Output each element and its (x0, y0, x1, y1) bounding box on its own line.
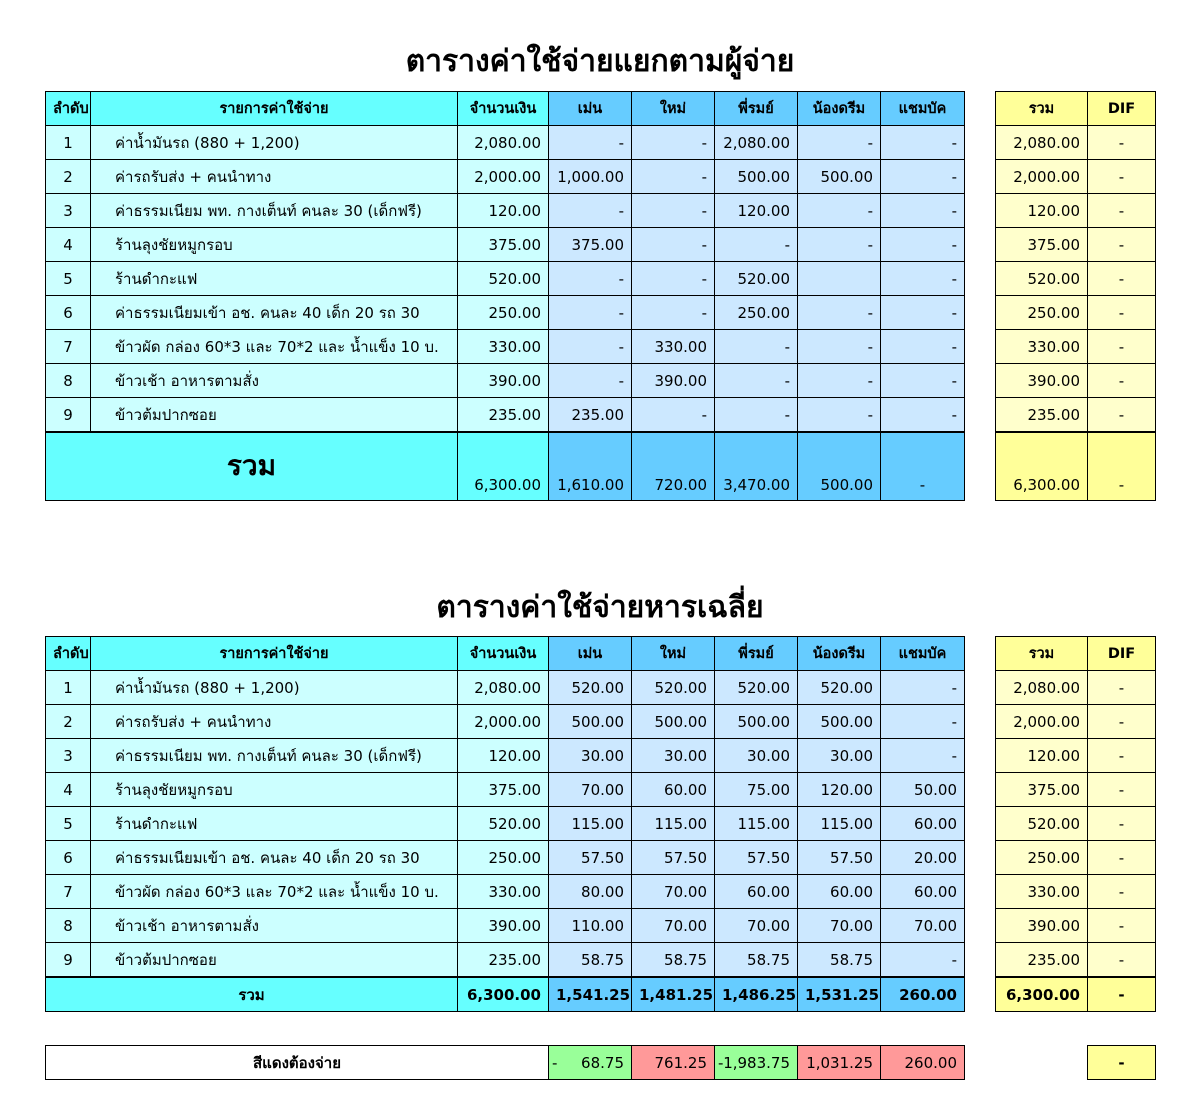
header-person-3: พี่รมย์ (715, 637, 798, 671)
table-row (996, 364, 1156, 398)
row-total: 520.00 (996, 262, 1088, 296)
row-number: 6 (46, 296, 91, 330)
row-person-2: 500.00 (632, 705, 715, 739)
table-row (46, 194, 965, 228)
row-person-1: 30.00 (549, 739, 632, 773)
table1-side (995, 91, 1156, 501)
row-item: ร้านลุงชัยหมูกรอบ (91, 773, 458, 807)
row-dif: - (1088, 364, 1156, 398)
row-person-1: - (549, 296, 632, 330)
row-person-4: 500.00 (798, 160, 881, 194)
row-dif: - (1088, 398, 1156, 433)
settlement-person-3 (715, 1046, 798, 1080)
row-dif: - (1088, 773, 1156, 807)
header-dif: DIF (1088, 637, 1156, 671)
row-number: 1 (46, 671, 91, 705)
settlement-person-2 (632, 1046, 715, 1080)
row-person-1: 58.75 (549, 943, 632, 978)
table-row (996, 875, 1156, 909)
row-item: ค่ารถรับส่ง + คนนำทาง (91, 705, 458, 739)
row-dif: - (1088, 330, 1156, 364)
row-person-4: - (798, 126, 881, 160)
row-person-1: 520.00 (549, 671, 632, 705)
row-amount: 2,000.00 (458, 160, 549, 194)
row-person-1: - (549, 330, 632, 364)
row-dif: - (1088, 739, 1156, 773)
row-person-1: - (549, 262, 632, 296)
row-amount: 375.00 (458, 773, 549, 807)
row-number: 5 (46, 807, 91, 841)
row-person-4: 30.00 (798, 739, 881, 773)
table-row (996, 671, 1156, 705)
row-dif: - (1088, 194, 1156, 228)
row-item: ข้าวต้มปากซอย (91, 943, 458, 978)
row-person-5: - (881, 943, 965, 978)
table1-side-sum-row (996, 432, 1156, 500)
row-person-3: 75.00 (715, 773, 798, 807)
row-total: 520.00 (996, 807, 1088, 841)
row-number: 8 (46, 364, 91, 398)
row-amount: 390.00 (458, 909, 549, 943)
table2-title: ตารางค่าใช้จ่ายหารเฉลี่ย (436, 590, 764, 625)
header-no: ลำดับ (46, 92, 91, 126)
row-number: 6 (46, 841, 91, 875)
row-person-3: 115.00 (715, 807, 798, 841)
row-person-5: - (881, 160, 965, 194)
row-person-2: 390.00 (632, 364, 715, 398)
sum-person-2: 1,481.25 (632, 977, 715, 1012)
row-total: 2,000.00 (996, 160, 1088, 194)
table-row (46, 841, 965, 875)
table-row (996, 160, 1156, 194)
table-row (996, 126, 1156, 160)
row-person-3: 500.00 (715, 705, 798, 739)
row-dif: - (1088, 909, 1156, 943)
table-row (996, 705, 1156, 739)
header-person-1: เม่น (549, 92, 632, 126)
sum-person-4: 500.00 (798, 432, 881, 500)
row-number: 7 (46, 875, 91, 909)
row-amount: 235.00 (458, 943, 549, 978)
settlement-value: 1,983.75 (723, 1053, 790, 1072)
row-person-1: 80.00 (549, 875, 632, 909)
table-row (996, 228, 1156, 262)
row-item: ร้านดำกะแฟ (91, 807, 458, 841)
row-person-1: 70.00 (549, 773, 632, 807)
table-row (996, 807, 1156, 841)
header-total: รวม (996, 92, 1088, 126)
row-person-1: 57.50 (549, 841, 632, 875)
row-person-3: 250.00 (715, 296, 798, 330)
settlement-value: 761.25 (654, 1053, 707, 1072)
header-item: รายการค่าใช้จ่าย (91, 637, 458, 671)
row-number: 4 (46, 773, 91, 807)
row-person-3: 70.00 (715, 909, 798, 943)
row-person-2: - (632, 296, 715, 330)
row-amount: 235.00 (458, 398, 549, 433)
row-person-3: 58.75 (715, 943, 798, 978)
row-person-2: 520.00 (632, 671, 715, 705)
table-row (46, 228, 965, 262)
row-person-1: 235.00 (549, 398, 632, 433)
sum-person-5: 260.00 (881, 977, 965, 1012)
row-number: 3 (46, 194, 91, 228)
row-person-3: 30.00 (715, 739, 798, 773)
settlement-dif-table (1087, 1045, 1156, 1080)
row-item: ร้านลุงชัยหมูกรอบ (91, 228, 458, 262)
row-person-5: - (881, 398, 965, 433)
row-person-5: 70.00 (881, 909, 965, 943)
sum-person-1: 1,610.00 (549, 432, 632, 500)
row-person-4: 60.00 (798, 875, 881, 909)
sum-person-1: 1,541.25 (549, 977, 632, 1012)
row-number: 7 (46, 330, 91, 364)
header-no: ลำดับ (46, 637, 91, 671)
row-person-2: 60.00 (632, 773, 715, 807)
table-row (996, 330, 1156, 364)
sum-dif: - (1088, 977, 1156, 1012)
table-row (46, 262, 965, 296)
row-dif: - (1088, 296, 1156, 330)
row-total: 250.00 (996, 841, 1088, 875)
row-person-5: - (881, 671, 965, 705)
row-number: 1 (46, 126, 91, 160)
row-person-4: 70.00 (798, 909, 881, 943)
table2-side-sum-row (996, 977, 1156, 1012)
row-person-4: 500.00 (798, 705, 881, 739)
table-row (46, 364, 965, 398)
sum-person-4: 1,531.25 (798, 977, 881, 1012)
table-row (46, 398, 965, 433)
table1-sum-row (46, 432, 965, 500)
row-person-2: - (632, 194, 715, 228)
row-dif: - (1088, 160, 1156, 194)
table2-main (45, 636, 965, 1012)
row-number: 3 (46, 739, 91, 773)
sum-total: 6,300.00 (996, 432, 1088, 500)
sum-label: รวม (46, 977, 458, 1012)
row-person-4: - (798, 398, 881, 433)
row-total: 330.00 (996, 875, 1088, 909)
table-row (996, 943, 1156, 978)
row-person-3: 2,080.00 (715, 126, 798, 160)
row-person-5: - (881, 364, 965, 398)
settlement-dif: - (1088, 1046, 1156, 1080)
row-person-5: - (881, 296, 965, 330)
row-dif: - (1088, 841, 1156, 875)
row-total: 120.00 (996, 739, 1088, 773)
header-person-4: น้องดรีม (798, 637, 881, 671)
row-total: 390.00 (996, 364, 1088, 398)
sum-amount: 6,300.00 (458, 432, 549, 500)
row-item: ค่าน้ำมันรถ (880 + 1,200) (91, 671, 458, 705)
sum-person-2: 720.00 (632, 432, 715, 500)
row-amount: 390.00 (458, 364, 549, 398)
row-person-1: - (549, 194, 632, 228)
row-total: 2,080.00 (996, 671, 1088, 705)
row-item: ข้าวผัด กล่อง 60*3 และ 70*2 และ น้ำแข็ง 10 บ. (91, 330, 458, 364)
row-amount: 250.00 (458, 841, 549, 875)
table1-main (45, 91, 965, 501)
row-item: ข้าวผัด กล่อง 60*3 และ 70*2 และ น้ำแข็ง 10 บ. (91, 875, 458, 909)
row-amount: 120.00 (458, 194, 549, 228)
row-person-2: 57.50 (632, 841, 715, 875)
row-total: 120.00 (996, 194, 1088, 228)
table2-sum-row (46, 977, 965, 1012)
row-total: 375.00 (996, 228, 1088, 262)
row-person-5: - (881, 739, 965, 773)
row-dif: - (1088, 875, 1156, 909)
row-person-5: - (881, 194, 965, 228)
row-total: 235.00 (996, 398, 1088, 433)
settlement-person-5 (881, 1046, 965, 1080)
row-amount: 2,080.00 (458, 126, 549, 160)
row-item: ค่าน้ำมันรถ (880 + 1,200) (91, 126, 458, 160)
row-person-2: - (632, 262, 715, 296)
table2-side-body (996, 671, 1156, 978)
row-person-1: - (549, 364, 632, 398)
sum-total: 6,300.00 (996, 977, 1088, 1012)
table-row (46, 705, 965, 739)
header-person-5: แชมบัค (881, 637, 965, 671)
row-person-4: - (798, 296, 881, 330)
row-person-4: - (798, 330, 881, 364)
row-person-4: 57.50 (798, 841, 881, 875)
row-person-5: - (881, 126, 965, 160)
sum-amount: 6,300.00 (458, 977, 549, 1012)
row-total: 390.00 (996, 909, 1088, 943)
table-row (46, 943, 965, 978)
row-number: 9 (46, 943, 91, 978)
row-person-2: - (632, 228, 715, 262)
row-person-2: - (632, 126, 715, 160)
row-amount: 120.00 (458, 739, 549, 773)
row-item: ข้าวเช้า อาหารตามสั่ง (91, 364, 458, 398)
row-person-4: 520.00 (798, 671, 881, 705)
row-person-4 (798, 262, 881, 296)
table-row (996, 194, 1156, 228)
row-person-4: 120.00 (798, 773, 881, 807)
table-row (996, 841, 1156, 875)
sum-person-3: 1,486.25 (715, 977, 798, 1012)
row-person-1: 110.00 (549, 909, 632, 943)
header-total: รวม (996, 637, 1088, 671)
row-total: 250.00 (996, 296, 1088, 330)
row-person-2: - (632, 398, 715, 433)
table1-body (46, 126, 965, 433)
row-person-3: 60.00 (715, 875, 798, 909)
row-total: 375.00 (996, 773, 1088, 807)
header-amount: จำนวนเงิน (458, 637, 549, 671)
row-item: ข้าวเช้า อาหารตามสั่ง (91, 909, 458, 943)
row-amount: 520.00 (458, 807, 549, 841)
row-item: ข้าวต้มปากซอย (91, 398, 458, 433)
table-row (46, 773, 965, 807)
row-item: ร้านดำกะแฟ (91, 262, 458, 296)
row-person-1: 1,000.00 (549, 160, 632, 194)
table-row (996, 909, 1156, 943)
row-amount: 2,080.00 (458, 671, 549, 705)
row-item: ค่าธรรมเนียม พท. กางเต็นท์ คนละ 30 (เด็กฟรี) (91, 739, 458, 773)
settlement-table (45, 1045, 965, 1080)
row-person-3: 120.00 (715, 194, 798, 228)
row-amount: 330.00 (458, 330, 549, 364)
table-row (46, 875, 965, 909)
table-row (46, 296, 965, 330)
row-person-3: - (715, 398, 798, 433)
table-row (46, 739, 965, 773)
row-number: 8 (46, 909, 91, 943)
row-person-3: - (715, 330, 798, 364)
row-item: ค่ารถรับส่ง + คนนำทาง (91, 160, 458, 194)
settlement-person-4 (798, 1046, 881, 1080)
row-total: 330.00 (996, 330, 1088, 364)
row-total: 2,080.00 (996, 126, 1088, 160)
row-total: 2,000.00 (996, 705, 1088, 739)
row-person-5: 60.00 (881, 807, 965, 841)
table-row (996, 773, 1156, 807)
minus-sign: - (718, 1053, 724, 1072)
row-amount: 520.00 (458, 262, 549, 296)
row-person-3: 520.00 (715, 671, 798, 705)
row-person-5: - (881, 705, 965, 739)
row-amount: 330.00 (458, 875, 549, 909)
settlement-value: 1,031.25 (806, 1053, 873, 1072)
row-person-4: - (798, 228, 881, 262)
row-person-1: 115.00 (549, 807, 632, 841)
row-dif: - (1088, 807, 1156, 841)
row-dif: - (1088, 262, 1156, 296)
row-person-3: 520.00 (715, 262, 798, 296)
row-person-4: 58.75 (798, 943, 881, 978)
row-number: 2 (46, 160, 91, 194)
row-total: 235.00 (996, 943, 1088, 978)
sum-person-3: 3,470.00 (715, 432, 798, 500)
row-amount: 375.00 (458, 228, 549, 262)
sum-dif: - (1088, 432, 1156, 500)
table-row (996, 398, 1156, 433)
table-row (46, 126, 965, 160)
row-person-1: - (549, 126, 632, 160)
minus-sign: - (552, 1053, 558, 1072)
row-person-2: 115.00 (632, 807, 715, 841)
sum-label: รวม (46, 432, 458, 500)
header-item: รายการค่าใช้จ่าย (91, 92, 458, 126)
row-person-5: 20.00 (881, 841, 965, 875)
row-person-1: 500.00 (549, 705, 632, 739)
row-number: 2 (46, 705, 91, 739)
row-dif: - (1088, 228, 1156, 262)
header-dif: DIF (1088, 92, 1156, 126)
row-person-4: - (798, 364, 881, 398)
row-person-2: 30.00 (632, 739, 715, 773)
row-person-2: - (632, 160, 715, 194)
row-dif: - (1088, 705, 1156, 739)
table2-side (995, 636, 1156, 1012)
row-person-5: - (881, 262, 965, 296)
table-row (996, 262, 1156, 296)
header-person-2: ใหม่ (632, 92, 715, 126)
row-number: 5 (46, 262, 91, 296)
settlement-row (46, 1046, 965, 1080)
table-row (996, 739, 1156, 773)
row-person-1: 375.00 (549, 228, 632, 262)
header-person-2: ใหม่ (632, 637, 715, 671)
row-person-2: 330.00 (632, 330, 715, 364)
row-amount: 250.00 (458, 296, 549, 330)
row-person-5: 60.00 (881, 875, 965, 909)
row-person-4: 115.00 (798, 807, 881, 841)
row-person-5: - (881, 330, 965, 364)
row-person-3: 57.50 (715, 841, 798, 875)
settlement-person-1 (549, 1046, 632, 1080)
header-person-4: น้องดรีม (798, 92, 881, 126)
row-person-3: 500.00 (715, 160, 798, 194)
row-number: 4 (46, 228, 91, 262)
row-dif: - (1088, 671, 1156, 705)
row-person-2: 70.00 (632, 875, 715, 909)
settlement-value: 68.75 (581, 1053, 624, 1072)
header-amount: จำนวนเงิน (458, 92, 549, 126)
table-row (46, 160, 965, 194)
row-person-3: - (715, 364, 798, 398)
row-person-5: - (881, 228, 965, 262)
sum-person-5: - (881, 432, 965, 500)
table-row (46, 330, 965, 364)
row-person-2: 70.00 (632, 909, 715, 943)
row-person-2: 58.75 (632, 943, 715, 978)
table2-body (46, 671, 965, 978)
table1-title: ตารางค่าใช้จ่ายแยกตามผู้จ่าย (405, 44, 795, 79)
table-row (46, 671, 965, 705)
row-item: ค่าธรรมเนียม พท. กางเต็นท์ คนละ 30 (เด็กฟรี) (91, 194, 458, 228)
row-dif: - (1088, 943, 1156, 978)
row-person-4: - (798, 194, 881, 228)
header-person-1: เม่น (549, 637, 632, 671)
settlement-label: สีแดงต้องจ่าย (46, 1046, 549, 1080)
row-person-5: 50.00 (881, 773, 965, 807)
row-person-3: - (715, 228, 798, 262)
row-amount: 2,000.00 (458, 705, 549, 739)
settlement-value: 260.00 (904, 1053, 957, 1072)
row-dif: - (1088, 126, 1156, 160)
table-row (46, 909, 965, 943)
table-row (996, 296, 1156, 330)
row-number: 9 (46, 398, 91, 433)
row-item: ค่าธรรมเนียมเข้า อช. คนละ 40 เด็ก 20 รถ 30 (91, 296, 458, 330)
header-person-5: แชมบัค (881, 92, 965, 126)
header-person-3: พี่รมย์ (715, 92, 798, 126)
table1-side-body (996, 126, 1156, 433)
row-item: ค่าธรรมเนียมเข้า อช. คนละ 40 เด็ก 20 รถ 30 (91, 841, 458, 875)
table-row (46, 807, 965, 841)
